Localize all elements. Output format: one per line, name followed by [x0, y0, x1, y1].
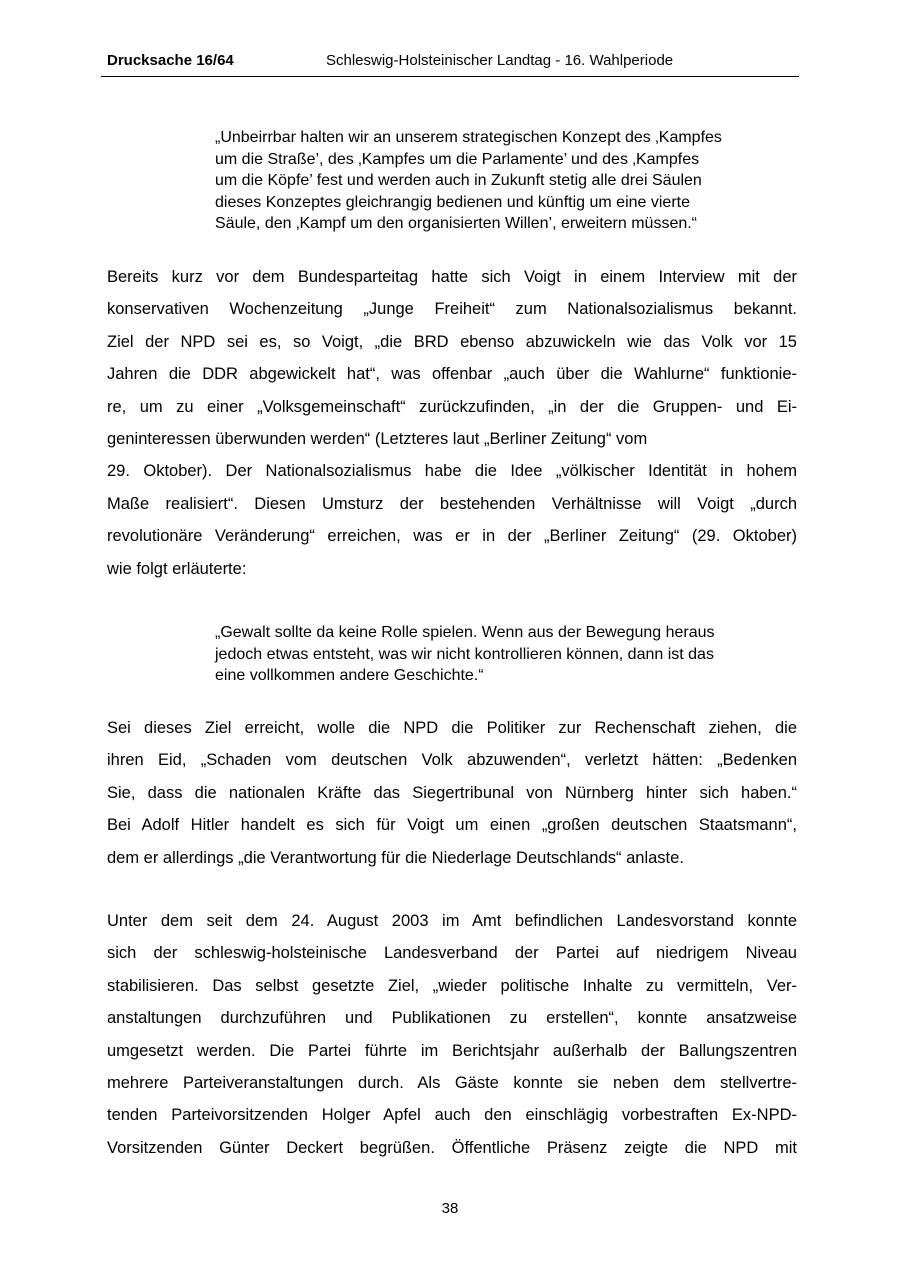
text-line: re, um zu einer „Volksgemeinschaft“ zurückzufinden, „in der die Gruppen- und Ei- — [107, 397, 797, 416]
text-line: mehrere Parteiveranstaltungen durch. Als Gäste konnte sie neben dem stellvertre- — [107, 1074, 797, 1093]
header-rule — [101, 76, 799, 77]
text-line: sich der schleswig-holsteinische Landesverband der Partei auf niedrigem Niveau — [107, 944, 797, 963]
header-title: Schleswig-Holsteinischer Landtag - 16. Wahlperiode — [326, 52, 674, 69]
text-line: wie folgt erläuterte: — [107, 559, 247, 578]
quote-line: „Unbeirrbar halten wir an unserem strategischen Konzept des ‚Kampfes — [215, 129, 722, 146]
text-line: umgesetzt werden. Die Partei führte im Berichtsjahr außerhalb der Ballungszentren — [107, 1041, 797, 1060]
text-line: ihren Eid, „Schaden vom deutschen Volk abzuwenden“, verletzt hätten: „Bedenken — [107, 751, 797, 770]
text-line: revolutionäre Veränderung“ erreichen, was er in der „Berliner Zeitung“ (29. Oktober) — [107, 527, 797, 546]
block-quote-2 — [215, 622, 805, 687]
text-line: Maße realisiert“. Diesen Umsturz der bestehenden Verhältnisse will Voigt „durch — [107, 494, 797, 513]
quote-line: Säule, den ‚Kampf um den organisierten Willen’, erweitern müssen.“ — [215, 215, 698, 233]
text-line: Ziel der NPD sei es, so Voigt, „die BRD ebenso abzuwickeln wie das Volk vor 15 — [107, 332, 797, 351]
text-line: stabilisieren. Das selbst gesetzte Ziel, „wieder politische Inhalte zu vermitteln, Ver- — [107, 976, 797, 995]
paragraph-1 — [107, 261, 797, 585]
text-line: tenden Parteivorsitzenden Holger Apfel auch den einschlägig vorbestraften Ex-NPD- — [107, 1106, 797, 1125]
text-line: Unter dem seit dem 24. August 2003 im Amt befindlichen Landesvorstand konnte — [107, 912, 797, 930]
text-line: Bei Adolf Hitler handelt es sich für Voigt um einen „großen deutschen Staatsmann“, — [107, 816, 797, 835]
quote-line: jedoch etwas entsteht, was wir nicht kontrollieren können, dann ist das — [215, 645, 714, 663]
document-number: Drucksache 16/64 — [107, 52, 234, 69]
quote-line: um die Köpfe’ fest und werden auch in Zukunft stetig alle drei Säulen — [215, 172, 702, 190]
paragraph-2 — [107, 712, 797, 874]
text-line: 29. Oktober). Der Nationalsozialismus habe die Idee „völkischer Identität in hohem — [107, 462, 797, 481]
text-line: Sei dieses Ziel erreicht, wolle die NPD die Politiker zur Rechenschaft ziehen, die — [107, 719, 797, 737]
block-quote-1 — [215, 127, 805, 235]
text-line: Bereits kurz vor dem Bundesparteitag hatte sich Voigt in einem Interview mit der — [107, 268, 797, 286]
text-line: Vorsitzenden Günter Deckert begrüßen. Öffentliche Präsenz zeigte die NPD mit — [107, 1138, 797, 1157]
text-line: Jahren die DDR abgewickelt hat“, was offenbar „auch über die Wahlurne“ funktionie- — [107, 365, 797, 384]
text-line: Sie, dass die nationalen Kräfte das Siegertribunal von Nürnberg hinter sich haben.“ — [107, 783, 797, 802]
text-line: anstaltungen durchzuführen und Publikationen zu erstellen“, konnte ansatzweise — [107, 1009, 797, 1028]
quote-line: um die Straße’, des ‚Kampfes um die Parlamente’ und des ‚Kampfes — [215, 150, 700, 168]
text-line: konservativen Wochenzeitung „Junge Freiheit“ zum Nationalsozialismus bekannt. — [107, 300, 797, 319]
quote-line: dieses Konzeptes gleichrangig bedienen und künftig um eine vierte — [215, 193, 690, 211]
text-line: dem er allerdings „die Verantwortung für die Niederlage Deutschlands“ anlaste. — [107, 848, 684, 867]
quote-line: eine vollkommen andere Geschichte.“ — [215, 667, 484, 685]
page-header — [101, 52, 799, 72]
page-number: 38 — [441, 1200, 459, 1217]
paragraph-3 — [107, 905, 797, 1164]
quote-line: „Gewalt sollte da keine Rolle spielen. Wenn aus der Bewegung heraus — [215, 624, 715, 641]
text-line: geninteressen überwunden werden“ (Letzteres laut „Berliner Zeitung“ vom — [107, 430, 648, 449]
